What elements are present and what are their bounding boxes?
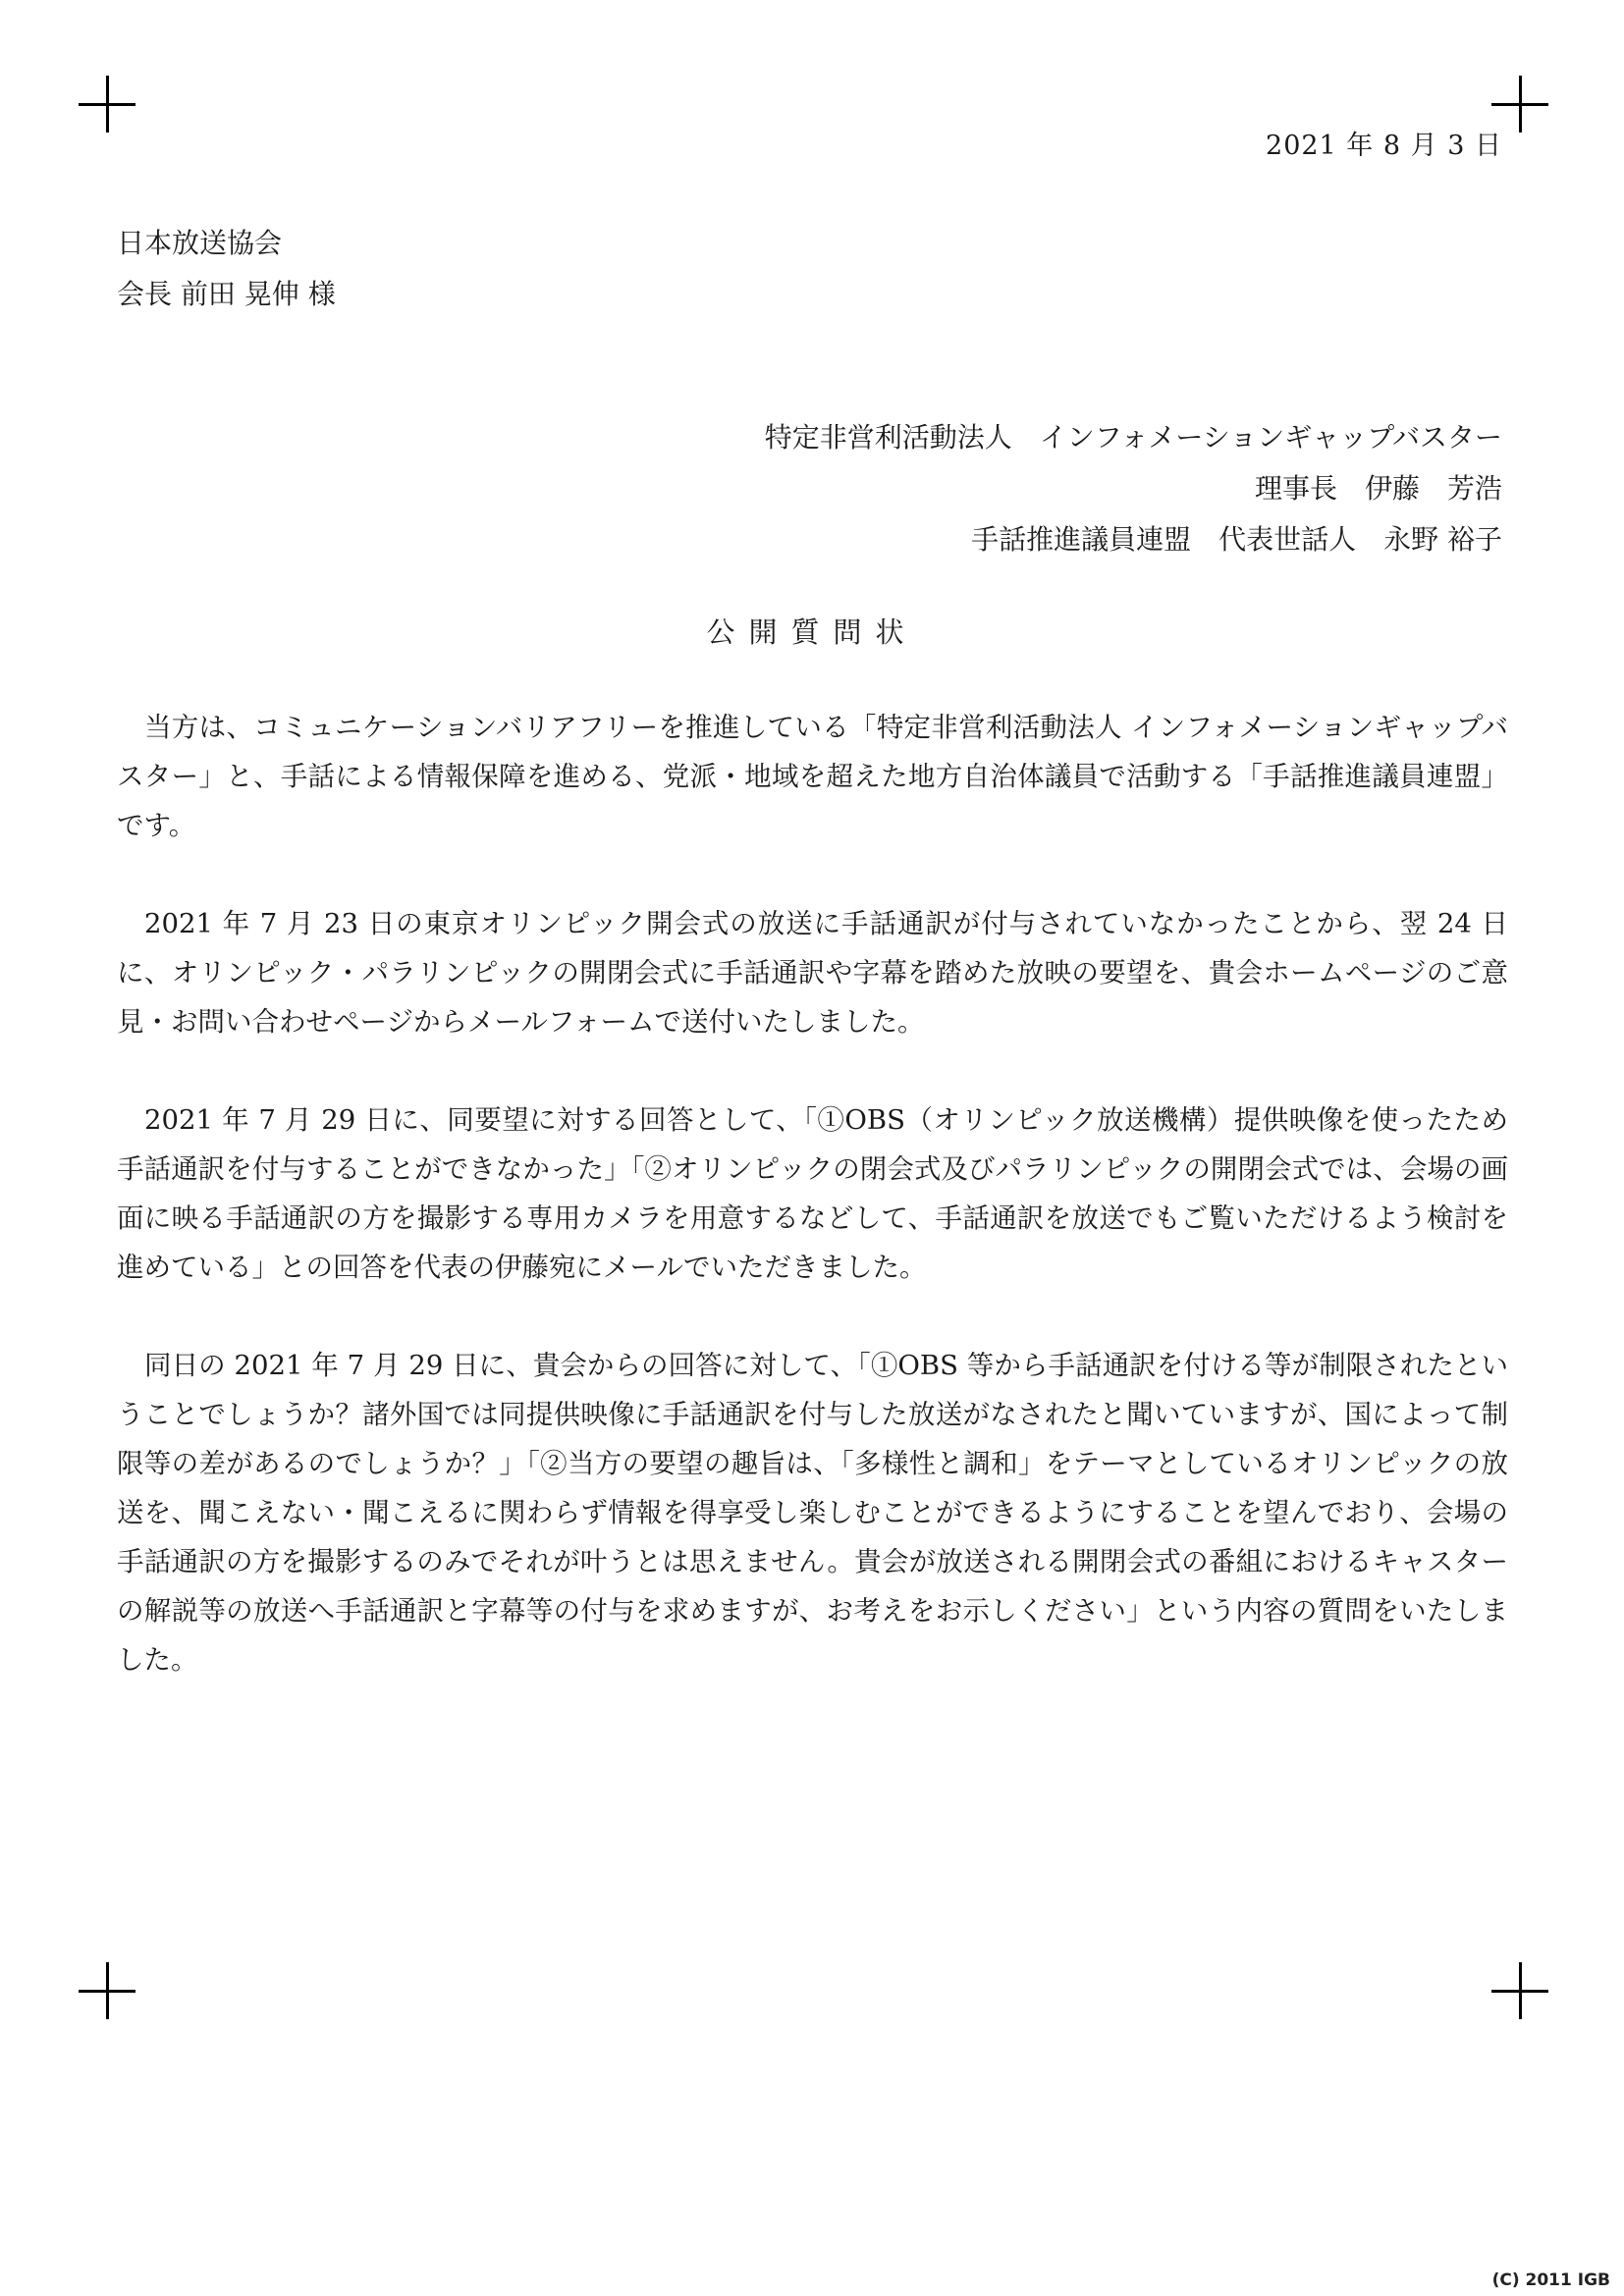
letter-date: 2021 年 8 月 3 日 [1266, 131, 1502, 161]
body-paragraph-reply: 2021 年 7 月 29 日に、同要望に対する回答として、「①OBS（オリンピック放送機構）提供映像を使ったため手話通訳を付与することができなかった」「②オリンピックの閉会式及びパラリンピックの開閉会式では、会場の画面に映る手話通訳の方を撮影する専用カメラを用意するなどして、手話通訳を放送でもご覧いただけるよう検討を進めている」との回答を代表の伊藤宛にメールでいただきました。 [117, 1104, 1508, 1283]
body-paragraph-request: 2021 年 7 月 23 日の東京オリンピック開会式の放送に手話通訳が付与されていなかったことから、翌 24 日に、オリンピック・パラリンピックの開閉会式に手話通訳や字幕を踏めた放映の要望を、貴会ホームページのご意見・お問い合わせページからメールフォームで送付いたしました。 [117, 908, 1508, 1038]
recipient-organization: 日本放送協会 [117, 227, 283, 259]
crop-mark-bottom-right [1491, 1962, 1548, 2019]
copyright-notice: (C) 2011 IGB [1491, 2270, 1610, 2290]
sender-line-chairman: 理事長 伊藤 芳浩 [1254, 472, 1502, 505]
recipient-block [117, 218, 336, 320]
sender-block [765, 412, 1502, 565]
letter-body [117, 703, 1508, 1734]
sender-line-league: 手話推進議員連盟 代表世話人 永野 裕子 [971, 523, 1502, 556]
sender-line-organization: 特定非営利活動法人 インフォメーションギャップバスター [764, 421, 1502, 454]
crop-mark-bottom-left [79, 1962, 135, 2019]
document-title: 公開質問状 [706, 615, 918, 649]
body-paragraph-introduction: 当方は、コミュニケーションバリアフリーを推進している「特定非営利活動法人 インフォメーションギャップバスター」と、手話による情報保障を進める、党派・地域を超えた地方自治体議員で活動する「手話推進議員連盟」です。 [117, 712, 1508, 841]
crop-mark-top-left [79, 76, 135, 133]
recipient-person: 会長 前田 晃伸 様 [117, 278, 336, 310]
body-paragraph-question: 同日の 2021 年 7 月 29 日に、貴会からの回答に対して、「①OBS 等から手話通訳を付ける等が制限されたということでしょうか？諸外国では同提供映像に手話通訳を付与した放送がなされたと聞いていますが、国によって制限等の差があるのでしょうか？」「②当方の要望の趣旨は、「多様性と調和」をテーマとしているオリンピックの放送を、聞こえない・聞こえるに関わらず情報を得享受し楽しむことができるようにすることを望んでおり、会場の手話通訳の方を撮影するのみでそれが叶うとは思えません。貴会が放送される開閉会式の番組におけるキャスターの解説等の放送へ手話通訳と字幕等の付与を求めますが、お考えをお示しください」という内容の質問をいたしました。 [117, 1350, 1508, 1676]
